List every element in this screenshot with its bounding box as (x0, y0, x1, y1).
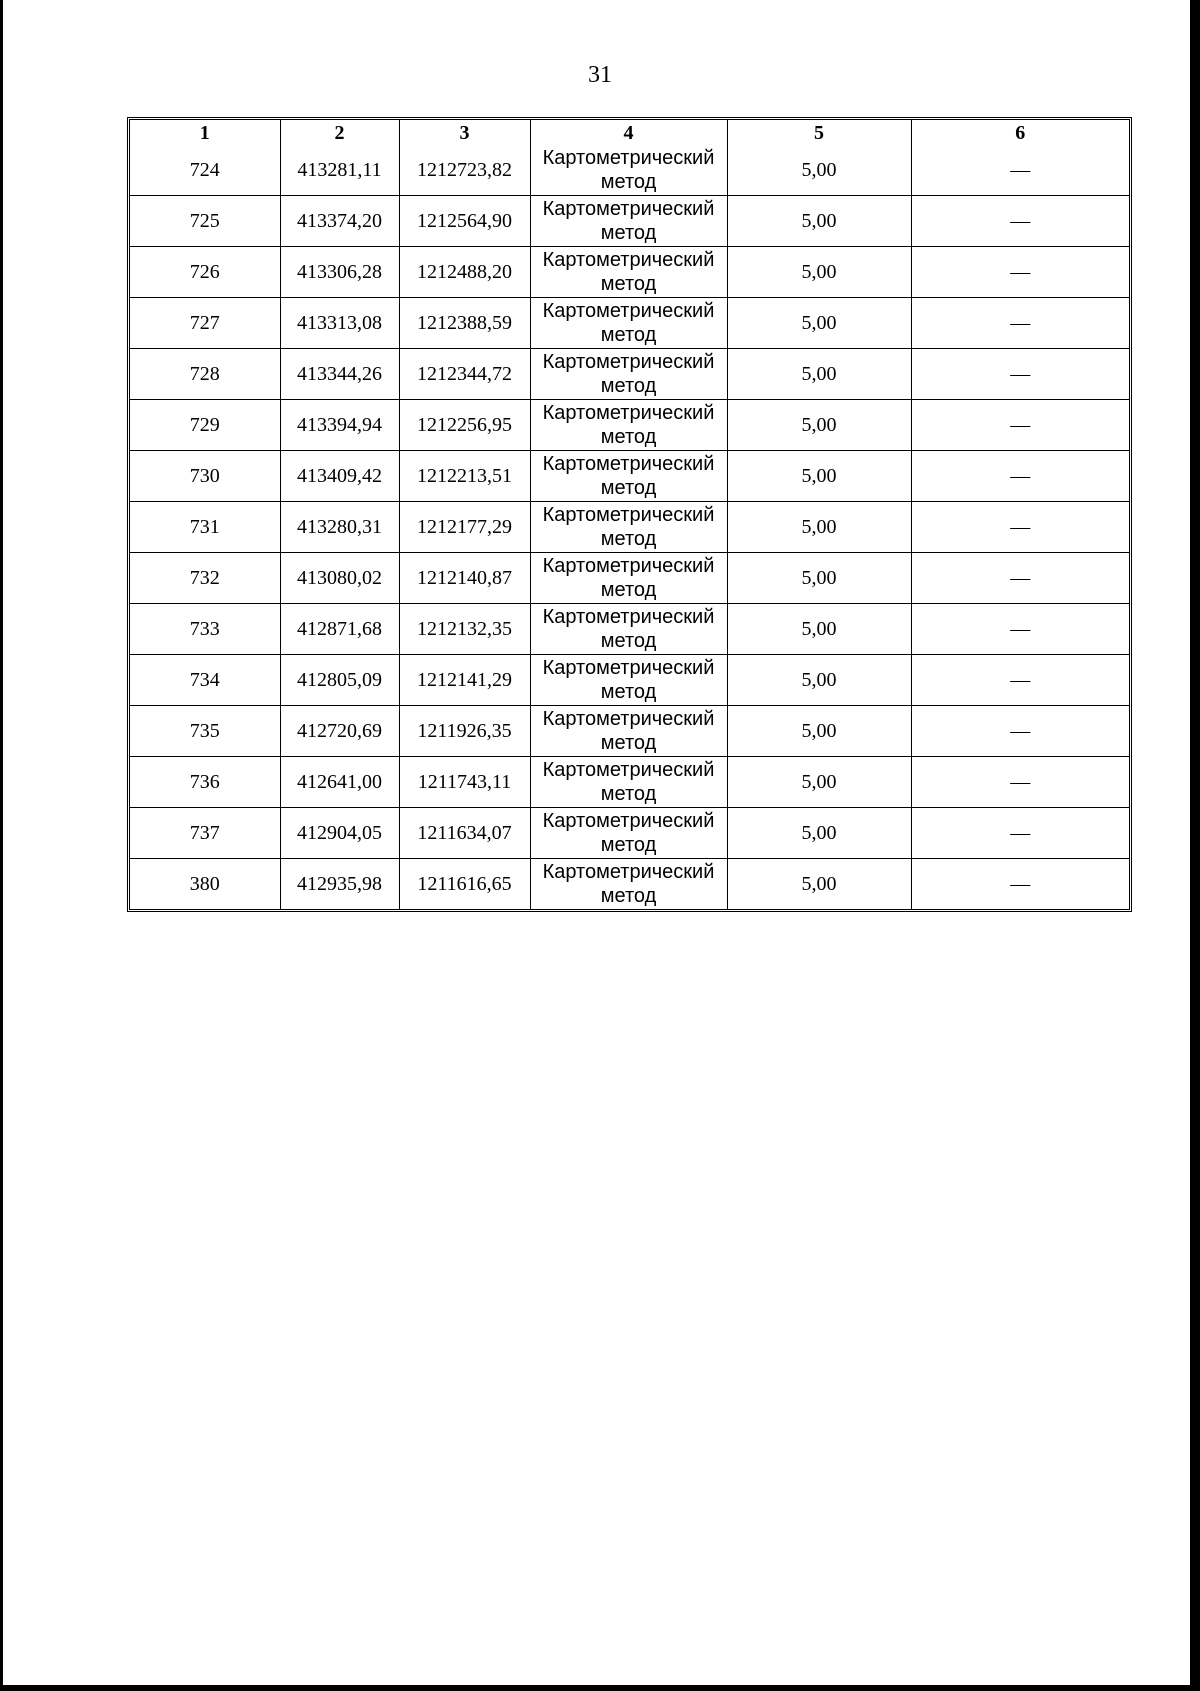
x-coordinate-cell: 412935,98 (280, 859, 399, 910)
method-line-2: метод (600, 732, 657, 754)
page-number: 31 (588, 62, 612, 88)
method-line-2: метод (600, 477, 657, 499)
y-coordinate-cell: 1211743,11 (399, 757, 530, 808)
method-cell (530, 757, 727, 808)
y-coordinate-cell: 1212488,20 (399, 247, 530, 298)
table-row (130, 757, 1129, 808)
method-line-1: Картометрический (542, 708, 715, 730)
table-row (130, 859, 1129, 910)
accuracy-cell: 5,00 (727, 298, 911, 349)
x-coordinate-cell: 413374,20 (280, 196, 399, 247)
y-coordinate-cell: 1212140,87 (399, 553, 530, 604)
scan-edge-right (1190, 0, 1200, 1691)
point-number-cell: 380 (130, 859, 280, 910)
point-number-cell: 724 (130, 145, 280, 196)
x-coordinate-cell: 413306,28 (280, 247, 399, 298)
method-line-1: Картометрический (542, 555, 715, 577)
point-number-cell: 727 (130, 298, 280, 349)
y-coordinate-cell: 1212723,82 (399, 145, 530, 196)
point-number-cell: 737 (130, 808, 280, 859)
point-number-cell: 730 (130, 451, 280, 502)
method-line-1: Картометрический (542, 759, 715, 781)
table-row (130, 196, 1129, 247)
note-cell: — (911, 604, 1129, 655)
x-coordinate-cell: 413409,42 (280, 451, 399, 502)
method-line-1: Картометрический (542, 861, 715, 883)
method-cell (530, 553, 727, 604)
x-coordinate-cell: 412871,68 (280, 604, 399, 655)
y-coordinate-cell: 1211616,65 (399, 859, 530, 910)
accuracy-cell: 5,00 (727, 451, 911, 502)
table-row (130, 145, 1129, 196)
method-cell (530, 400, 727, 451)
x-coordinate-cell: 413080,02 (280, 553, 399, 604)
note-cell: — (911, 757, 1129, 808)
scan-edge-bottom (0, 1685, 1200, 1691)
table-row (130, 247, 1129, 298)
y-coordinate-cell: 1212177,29 (399, 502, 530, 553)
y-coordinate-cell: 1211634,07 (399, 808, 530, 859)
method-line-2: метод (600, 222, 657, 244)
table-row (130, 502, 1129, 553)
point-number-cell: 733 (130, 604, 280, 655)
note-cell: — (911, 859, 1129, 910)
y-coordinate-cell: 1212141,29 (399, 655, 530, 706)
note-cell: — (911, 451, 1129, 502)
coordinates-table (130, 120, 1129, 909)
note-cell: — (911, 196, 1129, 247)
note-cell: — (911, 808, 1129, 859)
table-row (130, 604, 1129, 655)
point-number-cell: 735 (130, 706, 280, 757)
method-line-1: Картометрический (542, 402, 715, 424)
table-row (130, 553, 1129, 604)
method-cell (530, 451, 727, 502)
method-line-2: метод (600, 426, 657, 448)
point-number-cell: 736 (130, 757, 280, 808)
y-coordinate-cell: 1212344,72 (399, 349, 530, 400)
table-row (130, 451, 1129, 502)
table-row (130, 298, 1129, 349)
point-number-cell: 731 (130, 502, 280, 553)
table-row (130, 808, 1129, 859)
note-cell: — (911, 145, 1129, 196)
x-coordinate-cell: 413313,08 (280, 298, 399, 349)
point-number-cell: 728 (130, 349, 280, 400)
note-cell: — (911, 400, 1129, 451)
method-cell (530, 604, 727, 655)
x-coordinate-cell: 413344,26 (280, 349, 399, 400)
accuracy-cell: 5,00 (727, 604, 911, 655)
method-line-1: Картометрический (542, 810, 715, 832)
accuracy-cell: 5,00 (727, 145, 911, 196)
header-col-3: 3 (399, 120, 530, 145)
method-line-2: метод (600, 579, 657, 601)
y-coordinate-cell: 1212132,35 (399, 604, 530, 655)
x-coordinate-cell: 413280,31 (280, 502, 399, 553)
method-line-2: метод (600, 375, 657, 397)
note-cell: — (911, 706, 1129, 757)
point-number-cell: 726 (130, 247, 280, 298)
method-cell (530, 298, 727, 349)
header-col-1: 1 (130, 120, 280, 145)
accuracy-cell: 5,00 (727, 400, 911, 451)
method-line-2: метод (600, 273, 657, 295)
x-coordinate-cell: 413281,11 (280, 145, 399, 196)
point-number-cell: 734 (130, 655, 280, 706)
method-cell (530, 808, 727, 859)
method-line-2: метод (600, 783, 657, 805)
method-cell (530, 859, 727, 910)
method-cell (530, 655, 727, 706)
point-number-cell: 729 (130, 400, 280, 451)
table-header-row (130, 120, 1129, 145)
header-col-4: 4 (530, 120, 727, 145)
accuracy-cell: 5,00 (727, 706, 911, 757)
method-line-1: Картометрический (542, 504, 715, 526)
coordinates-table-frame (127, 117, 1132, 912)
accuracy-cell: 5,00 (727, 247, 911, 298)
accuracy-cell: 5,00 (727, 553, 911, 604)
method-line-1: Картометрический (542, 351, 715, 373)
accuracy-cell: 5,00 (727, 655, 911, 706)
note-cell: — (911, 247, 1129, 298)
method-line-1: Картометрический (542, 147, 715, 169)
note-cell: — (911, 655, 1129, 706)
note-cell: — (911, 349, 1129, 400)
table-row (130, 400, 1129, 451)
y-coordinate-cell: 1212256,95 (399, 400, 530, 451)
method-cell (530, 247, 727, 298)
note-cell: — (911, 553, 1129, 604)
method-cell (530, 502, 727, 553)
method-cell (530, 196, 727, 247)
accuracy-cell: 5,00 (727, 808, 911, 859)
method-line-1: Картометрический (542, 198, 715, 220)
method-line-1: Картометрический (542, 657, 715, 679)
method-line-2: метод (600, 885, 657, 907)
y-coordinate-cell: 1211926,35 (399, 706, 530, 757)
method-line-1: Картометрический (542, 453, 715, 475)
accuracy-cell: 5,00 (727, 859, 911, 910)
x-coordinate-cell: 412805,09 (280, 655, 399, 706)
method-line-1: Картометрический (542, 249, 715, 271)
table-row (130, 349, 1129, 400)
point-number-cell: 725 (130, 196, 280, 247)
point-number-cell: 732 (130, 553, 280, 604)
header-col-6: 6 (911, 120, 1129, 145)
accuracy-cell: 5,00 (727, 757, 911, 808)
y-coordinate-cell: 1212564,90 (399, 196, 530, 247)
y-coordinate-cell: 1212388,59 (399, 298, 530, 349)
x-coordinate-cell: 412904,05 (280, 808, 399, 859)
table-row (130, 655, 1129, 706)
method-cell (530, 145, 727, 196)
scan-edge-left (0, 0, 3, 1691)
note-cell: — (911, 502, 1129, 553)
header-col-2: 2 (280, 120, 399, 145)
accuracy-cell: 5,00 (727, 502, 911, 553)
method-line-1: Картометрический (542, 300, 715, 322)
y-coordinate-cell: 1212213,51 (399, 451, 530, 502)
header-col-5: 5 (727, 120, 911, 145)
method-line-2: метод (600, 630, 657, 652)
method-cell (530, 706, 727, 757)
method-line-1: Картометрический (542, 606, 715, 628)
note-cell: — (911, 298, 1129, 349)
method-line-2: метод (600, 171, 657, 193)
accuracy-cell: 5,00 (727, 349, 911, 400)
x-coordinate-cell: 413394,94 (280, 400, 399, 451)
accuracy-cell: 5,00 (727, 196, 911, 247)
method-line-2: метод (600, 834, 657, 856)
x-coordinate-cell: 412641,00 (280, 757, 399, 808)
table-row (130, 706, 1129, 757)
x-coordinate-cell: 412720,69 (280, 706, 399, 757)
method-cell (530, 349, 727, 400)
table-body (130, 145, 1129, 909)
method-line-2: метод (600, 681, 657, 703)
method-line-2: метод (600, 324, 657, 346)
method-line-2: метод (600, 528, 657, 550)
